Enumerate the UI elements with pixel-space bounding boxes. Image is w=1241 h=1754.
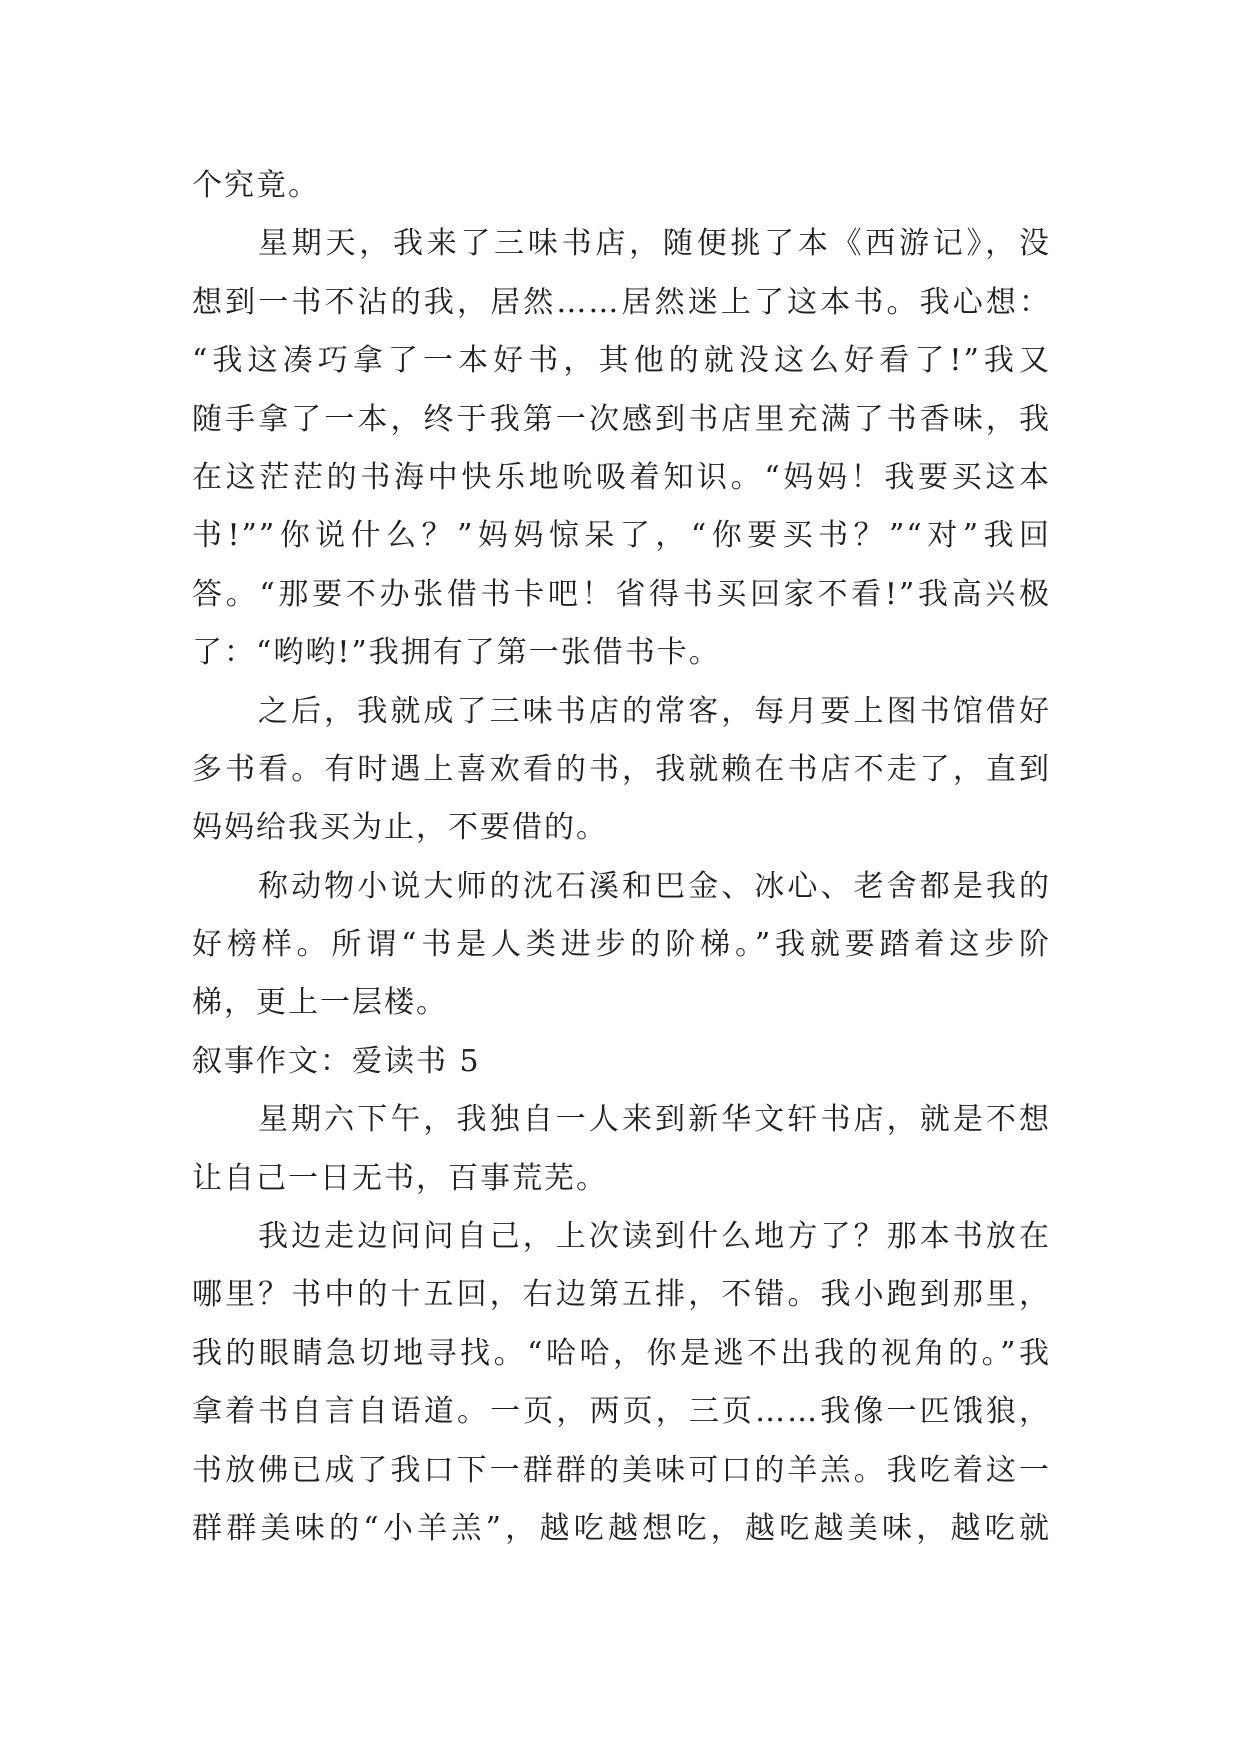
paragraph bbox=[192, 157, 1051, 215]
text-line: 梯，更上一层楼。 bbox=[192, 985, 448, 1021]
text-line: 了：“哟哟!”我拥有了第一张借书卡。 bbox=[192, 635, 721, 671]
text-line: 星期六下午，我独自一人来到新华文轩书店，就是不想 bbox=[258, 1102, 1051, 1138]
essay-heading: 叙事作文：爱读书 5 bbox=[192, 1043, 481, 1079]
text-line: 称动物小说大师的沈石溪和巴金、冰心、老舍都是我的 bbox=[258, 868, 1051, 904]
text-line: 在这茫茫的书海中快乐地吮吸着知识。“妈妈！我要买这本 bbox=[192, 459, 1051, 495]
text-line: 多书看。有时遇上喜欢看的书，我就赖在书店不走了，直到 bbox=[192, 751, 1051, 787]
paragraph bbox=[192, 1208, 1051, 1558]
text-line: 答。“那要不办张借书卡吧！省得书买回家不看!”我高兴极 bbox=[192, 576, 1051, 612]
text-line: 拿着书自言自语道。一页，两页，三页……我像一匹饿狼， bbox=[192, 1394, 1051, 1430]
text-line: 让自己一日无书，百事荒芜。 bbox=[192, 1160, 608, 1196]
text-line: 想到一书不沾的我，居然……居然迷上了这本书。我心想： bbox=[192, 284, 1051, 320]
text-line: 个究竟。 bbox=[192, 168, 320, 203]
text-line: 书!””你说什么？”妈妈惊呆了，“你要买书？”“对”我回 bbox=[192, 518, 1051, 554]
text-line: “我这凑巧拿了一本好书，其他的就没这么好看了!”我又 bbox=[192, 343, 1051, 379]
paragraph bbox=[192, 1091, 1051, 1208]
text-line: 我边走边问问自己，上次读到什么地方了？那本书放在 bbox=[258, 1219, 1051, 1255]
text-line: 妈妈给我买为止，不要借的。 bbox=[192, 810, 608, 846]
paragraph bbox=[192, 858, 1051, 1033]
text-line: 好榜样。所谓“书是人类进步的阶梯。”我就要踏着这步阶 bbox=[192, 927, 1051, 963]
text-line: 之后，我就成了三味书店的常客，每月要上图书馆借好 bbox=[258, 693, 1051, 729]
text-line: 哪里？书中的十五回，右边第五排，不错。我小跑到那里， bbox=[192, 1277, 1051, 1313]
paragraph bbox=[192, 215, 1051, 682]
text-line: 星期天，我来了三味书店，随便挑了本《西游记》，没 bbox=[258, 226, 1051, 262]
text-line: 群群美味的“小羊羔”，越吃越想吃，越吃越美味，越吃就 bbox=[192, 1510, 1051, 1546]
paragraph bbox=[192, 683, 1051, 858]
text-line: 书放佛已成了我口下一群群的美味可口的羊羔。我吃着这一 bbox=[192, 1452, 1051, 1488]
text-line: 随手拿了一本，终于我第一次感到书店里充满了书香味，我 bbox=[192, 401, 1051, 437]
text-line: 我的眼睛急切地寻找。“哈哈，你是逃不出我的视角的。”我 bbox=[192, 1335, 1051, 1371]
document-body bbox=[192, 157, 1051, 1558]
